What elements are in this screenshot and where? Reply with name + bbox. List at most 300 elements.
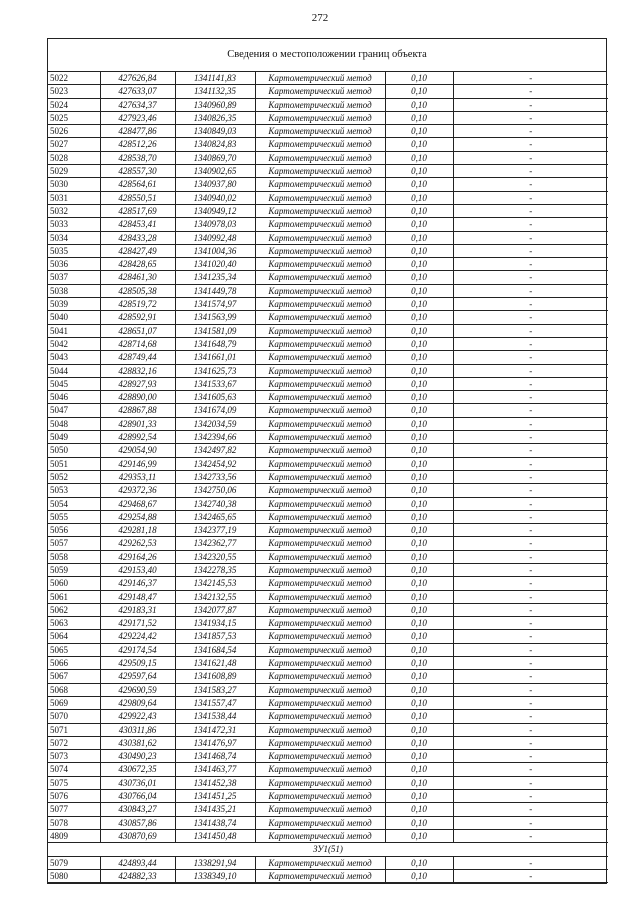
point-description: - [453,377,608,390]
coordinate-x: 429054,90 [100,444,175,457]
accuracy-value: 0,10 [385,736,453,749]
point-description: - [453,351,608,364]
point-description: - [453,457,608,470]
determination-method: Картометрический метод [255,603,385,616]
coordinate-y: 1341684,54 [175,643,255,656]
point-number: 5036 [48,258,100,271]
accuracy-value: 0,10 [385,577,453,590]
coordinate-y: 1340940,02 [175,191,255,204]
determination-method: Картометрический метод [255,351,385,364]
table-row [48,550,608,563]
table-row [48,630,608,643]
table-row [48,524,608,537]
determination-method: Картометрический метод [255,484,385,497]
accuracy-value: 0,10 [385,763,453,776]
coordinate-x: 428992,54 [100,431,175,444]
determination-method: Картометрический метод [255,869,385,882]
coordinate-x: 428538,70 [100,151,175,164]
accuracy-value: 0,10 [385,803,453,816]
accuracy-value: 0,10 [385,776,453,789]
coordinate-x: 428651,07 [100,324,175,337]
coordinate-y: 1341608,89 [175,670,255,683]
coordinate-x: 428519,72 [100,298,175,311]
point-description: - [453,617,608,630]
point-number: 5053 [48,484,100,497]
determination-method: Картометрический метод [255,444,385,457]
accuracy-value: 0,10 [385,550,453,563]
coordinate-y: 1341004,36 [175,244,255,257]
coordinate-y: 1342362,77 [175,537,255,550]
table-row [48,563,608,576]
point-description: - [453,138,608,151]
accuracy-value: 0,10 [385,125,453,138]
point-description: - [453,244,608,257]
table-row [48,497,608,510]
coordinate-y: 1341451,25 [175,790,255,803]
accuracy-value: 0,10 [385,497,453,510]
determination-method: Картометрический метод [255,218,385,231]
coordinate-y: 1341574,97 [175,298,255,311]
coordinate-x: 428901,33 [100,417,175,430]
point-description: - [453,284,608,297]
accuracy-value: 0,10 [385,617,453,630]
accuracy-value: 0,10 [385,151,453,164]
coordinate-x: 430857,86 [100,816,175,829]
determination-method: Картометрический метод [255,643,385,656]
point-number: 5030 [48,178,100,191]
determination-method: Картометрический метод [255,790,385,803]
accuracy-value: 0,10 [385,258,453,271]
table-row [48,736,608,749]
determination-method: Картометрический метод [255,524,385,537]
accuracy-value: 0,10 [385,324,453,337]
point-description: - [453,816,608,829]
accuracy-value: 0,10 [385,178,453,191]
point-number: 5072 [48,736,100,749]
table-row [48,178,608,191]
coordinate-y: 1340978,03 [175,218,255,231]
point-number: 5049 [48,431,100,444]
accuracy-value: 0,10 [385,271,453,284]
table-row [48,111,608,124]
point-description: - [453,736,608,749]
coordinate-y: 1341235,34 [175,271,255,284]
coordinate-y: 1341661,01 [175,351,255,364]
accuracy-value: 0,10 [385,710,453,723]
coordinate-y: 1340960,89 [175,98,255,111]
point-number: 5059 [48,563,100,576]
point-description: - [453,657,608,670]
accuracy-value: 0,10 [385,696,453,709]
accuracy-value: 0,10 [385,670,453,683]
accuracy-value: 0,10 [385,98,453,111]
determination-method: Картометрический метод [255,657,385,670]
point-description: - [453,590,608,603]
coordinate-y: 1341476,97 [175,736,255,749]
point-description: - [453,869,608,882]
table-row [48,311,608,324]
point-number: 5029 [48,165,100,178]
point-number: 5068 [48,683,100,696]
coordinate-y: 1341472,31 [175,723,255,736]
determination-method: Картометрический метод [255,337,385,350]
point-number: 5023 [48,85,100,98]
determination-method: Картометрический метод [255,244,385,257]
determination-method: Картометрический метод [255,404,385,417]
point-description: - [453,231,608,244]
table-row [48,85,608,98]
coordinate-x: 429597,64 [100,670,175,683]
table-body [48,72,608,883]
point-description: - [453,404,608,417]
table-row [48,431,608,444]
point-number: 5047 [48,404,100,417]
point-description: - [453,324,608,337]
coordinate-x: 429372,36 [100,484,175,497]
coordinate-x: 428550,51 [100,191,175,204]
point-number: 5025 [48,111,100,124]
point-description: - [453,790,608,803]
determination-method: Картометрический метод [255,537,385,550]
coordinate-x: 430490,23 [100,750,175,763]
point-description: - [453,803,608,816]
accuracy-value: 0,10 [385,218,453,231]
coordinate-y: 1341141,83 [175,72,255,85]
table-row [48,417,608,430]
coordinate-x: 428557,30 [100,165,175,178]
accuracy-value: 0,10 [385,364,453,377]
accuracy-value: 0,10 [385,244,453,257]
coordinate-x: 424882,33 [100,869,175,882]
determination-method: Картометрический метод [255,431,385,444]
point-number: 5062 [48,603,100,616]
page-number: 272 [311,12,329,24]
coordinate-y: 1338349,10 [175,869,255,882]
coordinate-x: 430870,69 [100,829,175,842]
accuracy-value: 0,10 [385,337,453,350]
table-row [48,577,608,590]
point-number: 5022 [48,72,100,85]
coordinate-y: 1341450,48 [175,829,255,842]
point-description: - [453,776,608,789]
point-description: - [453,444,608,457]
table-row [48,165,608,178]
point-number: 5037 [48,271,100,284]
point-description: - [453,391,608,404]
determination-method: Картометрический метод [255,577,385,590]
coordinate-y: 1341674,09 [175,404,255,417]
accuracy-value: 0,10 [385,856,453,869]
coordinate-x: 428453,41 [100,218,175,231]
point-number: 5034 [48,231,100,244]
coordinate-x: 429146,37 [100,577,175,590]
table-title: Сведения о местоположении границ объекта [48,39,606,72]
coordinate-x: 429690,59 [100,683,175,696]
table-row [48,537,608,550]
table-row [48,776,608,789]
point-number: 5038 [48,284,100,297]
point-number: 5055 [48,510,100,523]
point-description: - [453,696,608,709]
accuracy-value: 0,10 [385,391,453,404]
coordinate-y: 1341621,48 [175,657,255,670]
point-number: 4809 [48,829,100,842]
determination-method: Картометрический метод [255,776,385,789]
point-description: - [453,311,608,324]
coordinate-y: 1340937,80 [175,178,255,191]
table-row [48,444,608,457]
coordinate-x: 428749,44 [100,351,175,364]
point-description: - [453,537,608,550]
point-number: 5079 [48,856,100,869]
determination-method: Картометрический метод [255,231,385,244]
accuracy-value: 0,10 [385,204,453,217]
coordinate-y: 1340902,65 [175,165,255,178]
table-row [48,231,608,244]
accuracy-value: 0,10 [385,683,453,696]
coordinate-y: 1341563,99 [175,311,255,324]
table-row [48,364,608,377]
coordinate-x: 429509,15 [100,657,175,670]
coordinate-y: 1341449,78 [175,284,255,297]
coordinate-x: 429468,67 [100,497,175,510]
coordinate-y: 1341605,63 [175,391,255,404]
coordinate-y: 1342377,19 [175,524,255,537]
point-description: - [453,85,608,98]
coordinate-x: 429281,18 [100,524,175,537]
point-description: - [453,484,608,497]
accuracy-value: 0,10 [385,563,453,576]
coordinate-y: 1341857,53 [175,630,255,643]
point-number: 5076 [48,790,100,803]
coordinate-y: 1341581,09 [175,324,255,337]
point-number: 5066 [48,657,100,670]
determination-method: Картометрический метод [255,856,385,869]
coordinate-x: 428505,38 [100,284,175,297]
coordinate-y: 1342740,38 [175,497,255,510]
coordinate-x: 428433,28 [100,231,175,244]
point-number: 5044 [48,364,100,377]
coordinate-y: 1341583,27 [175,683,255,696]
coordinate-y: 1340949,12 [175,204,255,217]
coordinate-y: 1342394,66 [175,431,255,444]
coordinate-y: 1341452,38 [175,776,255,789]
coordinate-x: 428592,91 [100,311,175,324]
point-description: - [453,271,608,284]
point-description: - [453,417,608,430]
determination-method: Картометрический метод [255,85,385,98]
point-description: - [453,337,608,350]
determination-method: Картометрический метод [255,590,385,603]
table-row [48,98,608,111]
point-number: 5069 [48,696,100,709]
accuracy-value: 0,10 [385,417,453,430]
point-description: - [453,98,608,111]
determination-method: Картометрический метод [255,191,385,204]
point-number: 5032 [48,204,100,217]
coordinate-x: 429153,40 [100,563,175,576]
coordinate-x: 428477,86 [100,125,175,138]
coordinate-x: 427633,07 [100,85,175,98]
coordinate-x: 429146,99 [100,457,175,470]
determination-method: Картометрический метод [255,271,385,284]
point-description: - [453,630,608,643]
accuracy-value: 0,10 [385,484,453,497]
determination-method: Картометрический метод [255,178,385,191]
coordinate-x: 429353,11 [100,470,175,483]
point-number: 5074 [48,763,100,776]
determination-method: Картометрический метод [255,617,385,630]
accuracy-value: 0,10 [385,524,453,537]
point-number: 5042 [48,337,100,350]
coordinate-y: 1342454,92 [175,457,255,470]
accuracy-value: 0,10 [385,816,453,829]
determination-method: Картометрический метод [255,816,385,829]
point-number: 5040 [48,311,100,324]
point-description: - [453,643,608,656]
point-number: 5065 [48,643,100,656]
table-row [48,138,608,151]
accuracy-value: 0,10 [385,311,453,324]
point-number: 5056 [48,524,100,537]
point-description: - [453,191,608,204]
accuracy-value: 0,10 [385,444,453,457]
determination-method: Картометрический метод [255,683,385,696]
coordinate-y: 1342034,59 [175,417,255,430]
point-number: 5041 [48,324,100,337]
coordinate-x: 424893,44 [100,856,175,869]
point-number: 5061 [48,590,100,603]
determination-method: Картометрический метод [255,510,385,523]
point-number: 5045 [48,377,100,390]
determination-method: Картометрический метод [255,138,385,151]
accuracy-value: 0,10 [385,537,453,550]
point-description: - [453,723,608,736]
table-row [48,377,608,390]
coordinate-x: 427626,84 [100,72,175,85]
point-number: 5028 [48,151,100,164]
coordinate-y: 1341538,44 [175,710,255,723]
point-number: 5027 [48,138,100,151]
coordinate-y: 1341625,73 [175,364,255,377]
coordinates-table [48,72,608,883]
table-row [48,470,608,483]
point-description: - [453,750,608,763]
point-description: - [453,683,608,696]
determination-method: Картометрический метод [255,364,385,377]
table-row [48,657,608,670]
coordinate-y: 1340869,70 [175,151,255,164]
point-number: 5043 [48,351,100,364]
determination-method: Картометрический метод [255,111,385,124]
determination-method: Картометрический метод [255,258,385,271]
coordinate-y: 1342320,55 [175,550,255,563]
accuracy-value: 0,10 [385,590,453,603]
point-number: 5075 [48,776,100,789]
determination-method: Картометрический метод [255,763,385,776]
table-row [48,72,608,85]
point-number: 5033 [48,218,100,231]
point-number: 5073 [48,750,100,763]
accuracy-value: 0,10 [385,630,453,643]
coordinate-x: 428461,30 [100,271,175,284]
determination-method: Картометрический метод [255,829,385,842]
coordinate-x: 428564,61 [100,178,175,191]
accuracy-value: 0,10 [385,377,453,390]
determination-method: Картометрический метод [255,298,385,311]
point-description: - [453,218,608,231]
point-number: 5035 [48,244,100,257]
coordinate-x: 428927,93 [100,377,175,390]
determination-method: Картометрический метод [255,710,385,723]
point-description: - [453,151,608,164]
table-row [48,404,608,417]
point-number: 5064 [48,630,100,643]
point-description: - [453,550,608,563]
coordinate-x: 429174,54 [100,643,175,656]
coordinate-y: 1340849,03 [175,125,255,138]
point-number: 5071 [48,723,100,736]
coordinate-x: 430766,04 [100,790,175,803]
point-description: - [453,125,608,138]
point-number: 5050 [48,444,100,457]
determination-method: Картометрический метод [255,151,385,164]
table-row [48,337,608,350]
point-number: 5026 [48,125,100,138]
table-row [48,391,608,404]
point-number: 5070 [48,710,100,723]
point-number: 5058 [48,550,100,563]
coordinate-x: 428428,65 [100,258,175,271]
coordinate-y: 1341934,15 [175,617,255,630]
coordinate-x: 427634,37 [100,98,175,111]
table-row [48,643,608,656]
table-row [48,750,608,763]
point-description: - [453,603,608,616]
accuracy-value: 0,10 [385,298,453,311]
accuracy-value: 0,10 [385,431,453,444]
coordinate-x: 427923,46 [100,111,175,124]
determination-method: Картометрический метод [255,377,385,390]
coordinate-x: 428517,69 [100,204,175,217]
accuracy-value: 0,10 [385,510,453,523]
table-row [48,683,608,696]
table-row [48,710,608,723]
point-number: 5024 [48,98,100,111]
determination-method: Картометрический метод [255,417,385,430]
coordinate-y: 1342733,56 [175,470,255,483]
determination-method: Картометрический метод [255,457,385,470]
table-row [48,603,608,616]
point-description: - [453,204,608,217]
coordinate-y: 1342132,55 [175,590,255,603]
table-row [48,125,608,138]
point-description: - [453,856,608,869]
accuracy-value: 0,10 [385,351,453,364]
point-description: - [453,763,608,776]
accuracy-value: 0,10 [385,470,453,483]
coordinate-x: 430736,01 [100,776,175,789]
coordinate-x: 429164,26 [100,550,175,563]
table-row [48,617,608,630]
table-row [48,670,608,683]
point-description: - [453,563,608,576]
determination-method: Картометрический метод [255,696,385,709]
point-description: - [453,72,608,85]
point-description: - [453,510,608,523]
coordinate-y: 1340992,48 [175,231,255,244]
coordinate-y: 1338291,94 [175,856,255,869]
